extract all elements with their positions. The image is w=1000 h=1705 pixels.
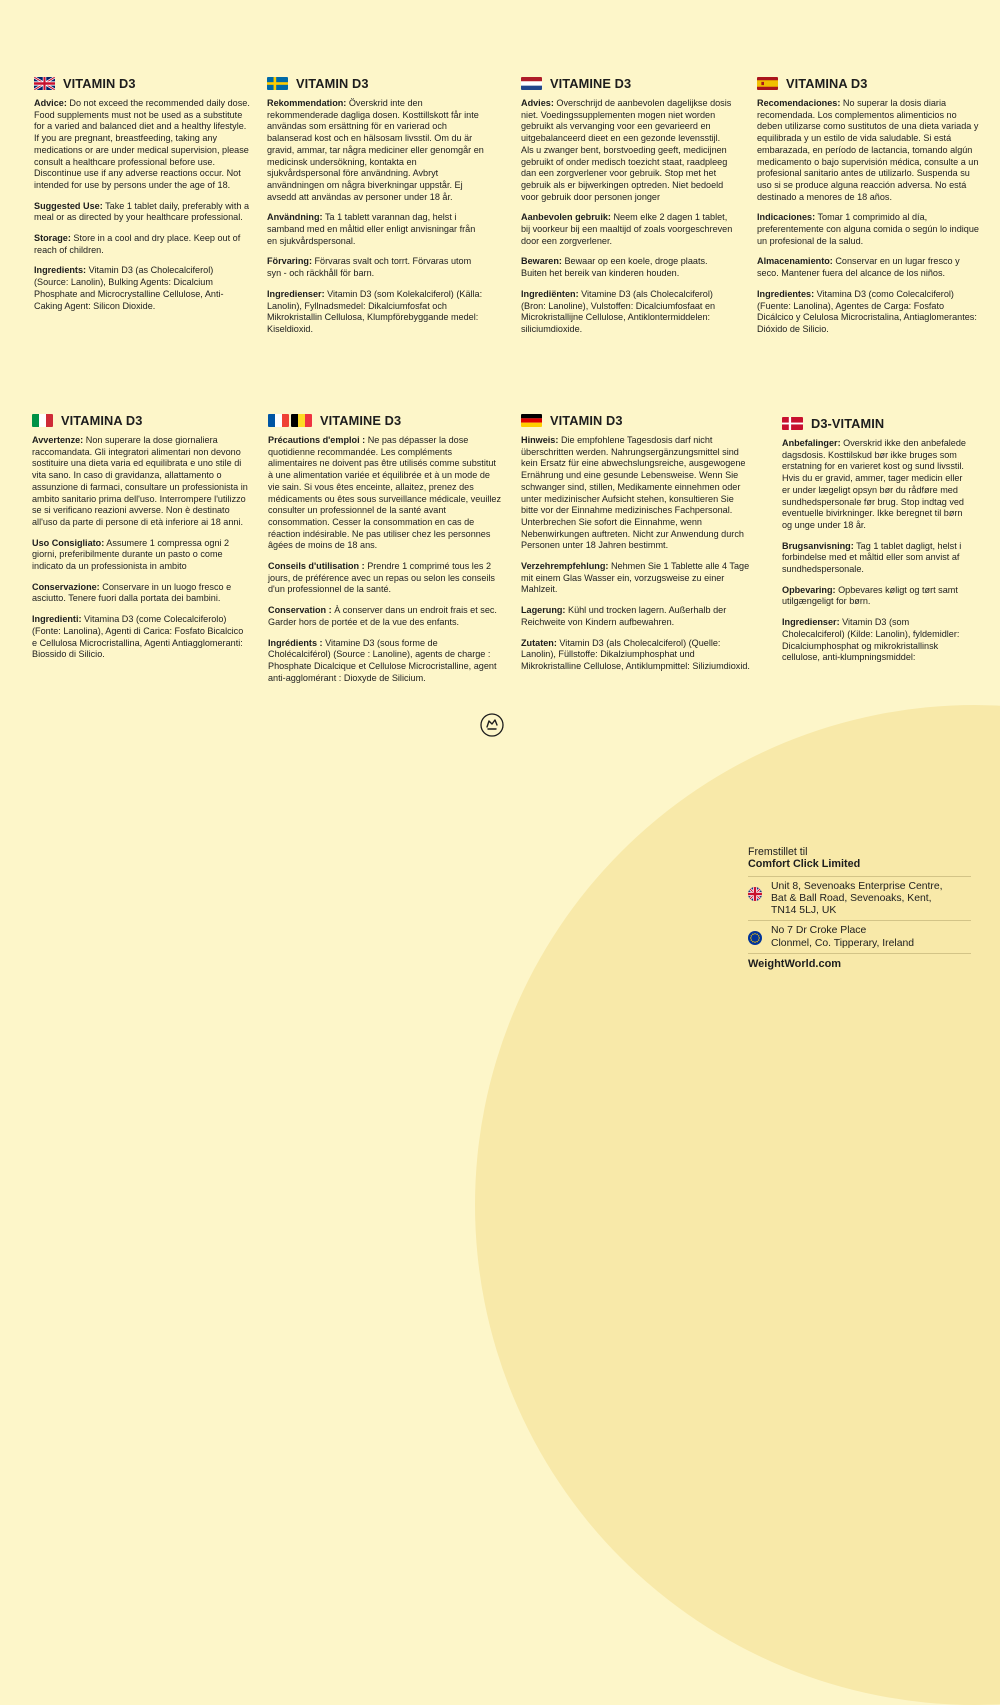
- company-name: Comfort Click Limited: [748, 858, 861, 871]
- section-label: Advies:: [521, 98, 554, 108]
- section-label: Ingredienser:: [782, 617, 840, 628]
- section-label: Conservation :: [268, 605, 332, 616]
- panel-uk: [34, 77, 250, 321]
- denmark-flag-icon: [782, 417, 803, 430]
- section-text: Prendre 1 comprimé tous les 2 jours, de préférence avec un repas ou selon les conseils d'un professionnel de la santé.: [268, 561, 495, 595]
- section-label: Anbefalinger:: [782, 438, 841, 448]
- section-ingredienti: [32, 614, 250, 661]
- section-ingredienser: [267, 289, 485, 336]
- section-advice: [34, 98, 250, 192]
- section-text: À conserver dans un endroit frais et sec. Garder hors de portée et de la vue des enfants.: [268, 605, 497, 627]
- recycle-icon: [480, 713, 504, 737]
- section-text: Tag 1 tablet dagligt, helst i forbindelse med et måltid eller som anvist af sundhedspersonale.: [782, 540, 962, 575]
- section-zutaten: [521, 638, 753, 673]
- section-text: Vitamin D3 (als Cholecalciferol) (Quelle: Lanolin), Füllstoffe: Dikalziumphosphat und Mikrokristalline Cellulose, Antiklumpmittel: Siliziumdioxid.: [521, 637, 750, 671]
- section-label: Användning:: [267, 212, 323, 223]
- panel-it: [32, 414, 250, 670]
- section-label: Hinweis:: [521, 435, 559, 445]
- section-label: Avvertenze:: [32, 435, 84, 445]
- belgium-flag-icon: [291, 414, 312, 427]
- panel-title-row: [267, 77, 485, 90]
- panel-title-row: [268, 414, 502, 427]
- website-link[interactable]: WeightWorld.com: [748, 953, 971, 970]
- section-text: Vitamina D3 (come Colecalciferolo) (Fonte: Lanolina), Agenti di Carica: Fosfato Bicalcico e Cellulosa Microcristallina, Agenti Antiagglomeranti: Biossido di Silicio.: [32, 614, 244, 660]
- panel-title: D3-VITAMIN: [811, 415, 885, 431]
- section-text: Store in a cool and dry place. Keep out of reach of children.: [34, 233, 241, 255]
- section-label: Verzehrempfehlung:: [521, 561, 609, 572]
- section-label: Conservazione:: [32, 581, 100, 592]
- section-precautions: [268, 435, 502, 552]
- section-label: Ingredientes:: [757, 288, 815, 299]
- section-text: Conservar en un lugar fresco y seco. Mantener fuera del alcance de los niños.: [757, 256, 960, 279]
- section-text: Do not exceed the recommended daily dose. Food supplements must not be used as a substitute for a varied and balanced diet and a healthy lifestyle. If you are pregnant, breastfeeding, taking any medications or are under medical supervision, please consult a healthcare professional before use. Discontinue use if any adverse reactions occur. Not intended for use by persons under the age of 18.: [34, 98, 250, 190]
- uk-address-text: Unit 8, Sevenoaks Enterprise Centre, Bat & Ball Road, Sevenoaks, Kent, TN14 5LJ, UK: [771, 880, 943, 917]
- section-bewaren: [521, 256, 733, 279]
- france-flag-icon: [268, 414, 289, 427]
- section-ingredients: [268, 638, 502, 685]
- section-label: Aanbevolen gebruik:: [521, 212, 611, 223]
- panel-title: VITAMINE D3: [550, 75, 632, 91]
- panel-title-row: [32, 414, 250, 427]
- section-label: Recomendaciones:: [757, 98, 841, 108]
- panel-de: [521, 414, 753, 682]
- section-label: Rekommendation:: [267, 98, 347, 108]
- section-label: Brugsanvisning:: [782, 540, 854, 551]
- section-text: Vitamina D3 (como Colecalciferol) (Fuente: Lanolina), Agentes de Carga: Fosfato Dicálcico y Celulosa Microcristalina, Antiaglomerantes: Dióxido de Silicio.: [757, 288, 977, 334]
- section-label: Lagerung:: [521, 605, 566, 616]
- section-indicaciones: [757, 212, 979, 247]
- section-label: Storage:: [34, 233, 71, 244]
- section-text: Overschrijd de aanbevolen dagelijkse dosis niet. Voedingssupplementen mogen niet worden gebruikt als vervanging voor een gevarieerd en uitgebalanceerd dieet en een gezonde levensstijl. Als u zwanger bent, borstvoeding geeft, medicijnen gebruikt of onder medisch toezicht staat, raadpleeg dan een zorgverlener voor gebruik. Stop met het gebruik als er bijwerkingen optreden. Niet bedoeld voor gebruik door personen jonger: [521, 98, 732, 202]
- sweden-flag-icon: [267, 77, 288, 90]
- section-text: Förvaras svalt och torrt. Förvaras utom syn - och räckhåll för barn.: [267, 256, 472, 279]
- section-label: Ingredienti:: [32, 614, 82, 625]
- section-label: Uso Consigliato:: [32, 537, 105, 548]
- section-label: Suggested Use:: [34, 200, 103, 211]
- panel-es: [757, 77, 979, 345]
- made-for-label: Fremstillet til: [748, 846, 808, 858]
- section-text: Vitamine D3 (als Cholecalciferol) (Bron: Lanoline), Vulstoffen: Dicalciumfosfaat en Microkristallijne Cellulose, Antiklontermiddelen: siliciumdioxide.: [521, 288, 716, 334]
- eu-address-text: No 7 Dr Croke Place Clonmel, Co. Tipperary, Ireland: [771, 925, 915, 949]
- section-label: Indicaciones:: [757, 212, 816, 223]
- panel-fr: [268, 414, 502, 693]
- flag-group: [268, 414, 312, 427]
- section-text: Assumere 1 compressa ogni 2 giorni, preferibilmente durante un pasto o come indicato da un professionista in ambito: [32, 537, 230, 572]
- section-uso-consigliato: [32, 538, 250, 573]
- uk-address-row: [748, 876, 971, 921]
- eu-flag-icon: [748, 931, 762, 945]
- panel-title-row: [521, 77, 733, 90]
- section-label: Advice:: [34, 98, 67, 108]
- section-label: Opbevaring:: [782, 584, 836, 595]
- section-text: Ne pas dépasser la dose quotidienne recommandée. Les compléments alimentaires ne doivent pas être utilisés comme substitut à une alimentation variée et équilibrée et à un mode de vie sain. Si vous êtes enceinte, allaitez, prenez des médicaments ou êtes sous surveillance médicale, veuillez consulter un professionnel de la santé avant consommation. Cesser la consommation en cas de réaction indésirable. Ne pas utiliser chez les personnes âgées de moins de 18 ans.: [268, 435, 502, 551]
- section-text: No superar la dosis diaria recomendada. Los complementos alimenticios no deben utilizarse como sustitutos de una dieta variada y equilibrada y un estilo de vida saludable. Si está embarazada, en período de lactancia, tomando algún medicamento o bajo supervisión médica, consulte a un profesional sanitario antes de utilizarlo. Suspenda su uso si se produce alguna reacción adversa. No está destinado a menores de 18 años.: [757, 98, 979, 202]
- section-verzehrempfehlung: [521, 561, 753, 596]
- section-label: Ingredienser:: [267, 288, 325, 299]
- uk-flag-icon: [34, 77, 55, 90]
- panel-title: VITAMINA D3: [61, 412, 143, 428]
- section-text: Vitamin D3 (som Kolekalciferol) (Källa: Lanolin), Fyllnadsmedel: Dikalciumfosfat och Mikrokristallin Cellulosa, Klumpförebyggande medel: Kiseldioxid.: [267, 288, 483, 334]
- section-recomendaciones: [757, 98, 979, 203]
- section-text: Overskrid ikke den anbefalede dagsdosis. Kosttilskud bør ikke bruges som erstatning for en varieret kost og sund livsstil. Hvis du er gravid, ammer, tager medicin eller er under lægeligt opsyn bør du rådføre med sundhedspersonale før brug. Stop indtag ved eventuelle bivirkninger. Ikke beregnet til børn og unge under 18 år.: [782, 438, 966, 530]
- italy-flag-icon: [32, 414, 53, 427]
- section-text: Vitamine D3 (sous forme de Cholécalciférol) (Source : Lanoline), agents de charge : Phosphate Dicalcique et Cellulose Microcristalline, agent anti-agglomérant : Dioxyde de Silicium.: [268, 637, 497, 683]
- section-text: Ta 1 tablett varannan dag, helst i samband med en måltid eller enligt anvisningar från en sjukvårdspersonal.: [267, 212, 476, 246]
- section-opbevaring: [782, 585, 970, 608]
- panel-title: VITAMINA D3: [786, 75, 868, 91]
- section-label: Zutaten:: [521, 637, 557, 648]
- section-label: Ingredients:: [34, 265, 87, 276]
- section-almacenamiento: [757, 256, 979, 279]
- section-conseils: [268, 561, 502, 596]
- section-label: Förvaring:: [267, 256, 312, 267]
- section-text: Vitamin D3 (as Cholecalciferol) (Source: Lanolin), Bulking Agents: Dicalcium Phosphate and Microcrystalline Cellulose, Anti-Caking Agent: Silicon Dioxide.: [34, 265, 224, 311]
- panel-title-row: [34, 77, 250, 90]
- section-anbefalinger: [782, 438, 970, 532]
- section-text: Take 1 tablet daily, preferably with a meal or as directed by your healthcare professional.: [34, 200, 250, 223]
- section-avvertenze: [32, 435, 250, 529]
- panel-title-row: [757, 77, 979, 90]
- panel-nl: [521, 77, 733, 345]
- section-hinweis: [521, 435, 753, 552]
- section-storage: [34, 233, 250, 256]
- section-anvandning: [267, 212, 485, 247]
- section-text: Conservare in un luogo fresco e asciutto. Tenere fuori dalla portata dei bambini.: [32, 581, 232, 604]
- panel-title-row: [521, 414, 753, 427]
- spain-flag-icon: [757, 77, 778, 90]
- panel-title-row: [782, 417, 970, 430]
- panel-title: VITAMIN D3: [63, 75, 136, 91]
- section-label: Almacenamiento:: [757, 256, 833, 267]
- section-brugsanvisning: [782, 541, 970, 576]
- eu-address-row: [748, 920, 971, 953]
- section-text: Kühl und trocken lagern. Außerhalb der Reichweite von Kindern aufbewahren.: [521, 605, 727, 627]
- section-lagerung: [521, 605, 753, 628]
- panel-title: VITAMINE D3: [320, 412, 402, 428]
- panel-title: VITAMIN D3: [550, 412, 623, 428]
- section-advies: [521, 98, 733, 203]
- section-rekommendation: [267, 98, 485, 203]
- section-text: Die empfohlene Tagesdosis darf nicht überschritten werden. Nahrungsergänzungsmittel sind kein Ersatz für eine abwechslungsreiche, ausgewogene Ernährung und eine gesunde Lebensweise. Wenn Sie schwanger sind, stillen, Medikamente einnehmen oder unter medizinischer Aufsicht stehen, konsultieren Sie bitte vor der Einnahme medizinisches Fachpersonal. Unterbrechen Sie sofort die Einnahme, wenn Nebenwirkungen auftreten. Nicht zur Anwendung durch Personen unter 18 Jahren bestimmt.: [521, 435, 746, 551]
- section-text: Nehmen Sie 1 Tablette alle 4 Tage mit einem Glas Wasser ein, vorzugsweise zu einer Mahlzeit.: [521, 561, 750, 595]
- panel-title: VITAMIN D3: [296, 75, 369, 91]
- section-ingredients: [34, 265, 250, 312]
- netherlands-flag-icon: [521, 77, 542, 90]
- germany-flag-icon: [521, 414, 542, 427]
- section-ingredienser: [782, 617, 970, 664]
- section-label: Bewaren:: [521, 256, 562, 267]
- section-text: Tomar 1 comprimido al día, preferentemente con alguna comida o según lo indique un profesional de la salud.: [757, 212, 979, 246]
- section-label: Ingrédients :: [268, 637, 323, 648]
- section-ingredientes: [757, 289, 979, 336]
- section-aanbevolen-gebruik: [521, 212, 733, 247]
- section-conservazione: [32, 582, 250, 605]
- section-label: Ingrediënten:: [521, 288, 579, 299]
- section-label: Conseils d'utilisation :: [268, 561, 365, 572]
- section-forvaring: [267, 256, 485, 279]
- panel-se: [267, 77, 485, 345]
- section-ingredienten: [521, 289, 733, 336]
- section-conservation: [268, 605, 502, 628]
- section-text: Neem elke 2 dagen 1 tablet, bij voorkeur bij een maaltijd of zoals voorgeschreven door een zorgverlener.: [521, 212, 733, 246]
- section-text: Non superare la dose giornaliera raccomandata. Gli integratori alimentari non devono sostituire una dieta varia ed equilibrata e uno stile di vita sano. In caso di gravidanza, allattamento o assunzione di farmaci, consultare un professionista in ambito sanitario prima dell'uso. Interrompere l'utilizzo se si verificano reazioni avverse. Non è destinato all'uso da parte di persone di età inferiore ai 18 anni.: [32, 435, 248, 527]
- section-text: Opbevares køligt og tørt samt utilgængeligt for børn.: [782, 584, 958, 607]
- uk-flag-icon: [748, 887, 762, 901]
- section-text: Överskrid inte den rekommenderade dagliga dosen. Kosttillskott får inte användas som ersättning för en varierad och balanserad kost och en hälsosam livsstil. Om du är gravid, ammar, tar några mediciner eller genomgår en medicinsk undersökning, kontakta en sjukvårdspersonal före användning. Avbryt användningen om några biverkningar uppstår. Ej avsedd att användas av personer under 18 år.: [267, 98, 484, 202]
- section-suggested-use: [34, 201, 250, 224]
- section-text: Vitamin D3 (som Cholecalciferol) (Kilde: Lanolin), fyldemidler: Dicalciumphosphat og mikrokristallinsk cellulose, anti-klumpningsmiddel:: [782, 617, 960, 663]
- section-text: Bewaar op een koele, droge plaats. Buiten het bereik van kinderen houden.: [521, 256, 708, 279]
- panel-dk: [782, 417, 970, 673]
- section-label: Précautions d'emploi :: [268, 435, 366, 445]
- manufacturer-address: [748, 846, 971, 970]
